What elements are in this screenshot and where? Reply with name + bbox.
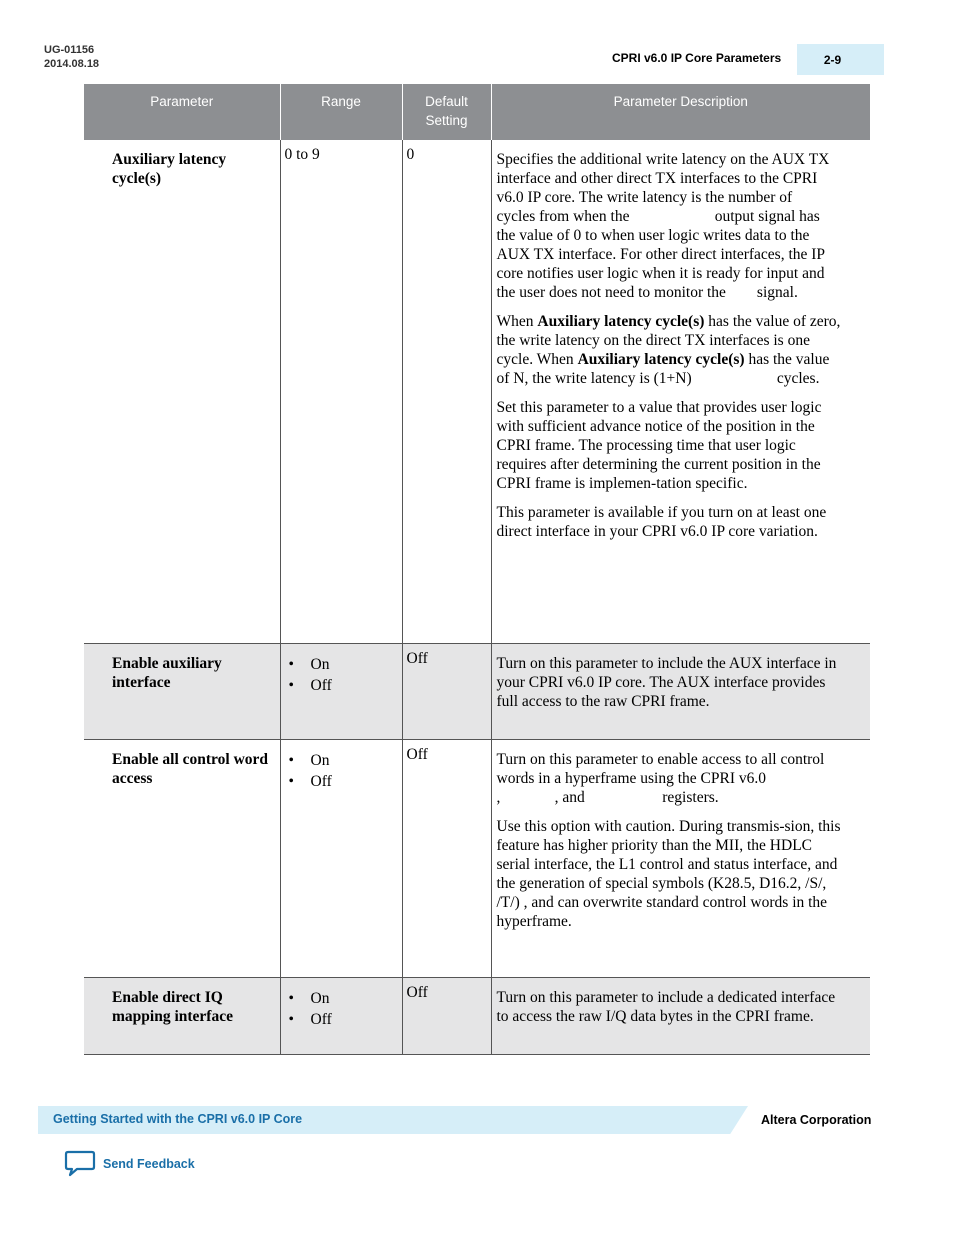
parameter-table xyxy=(84,84,892,1055)
column-header-parameter: Parameter xyxy=(84,84,280,140)
param-default: Off xyxy=(402,977,491,1054)
desc-paragraph xyxy=(496,312,892,388)
desc-paragraph: Turn on this parameter to include a dedicated interface to access the raw I/Q data bytes in the CPRI frame. xyxy=(496,988,836,1025)
range-option: • Off xyxy=(285,1009,398,1030)
send-feedback-button[interactable] xyxy=(64,1150,195,1178)
table-row xyxy=(84,977,870,1054)
desc-bold: Auxiliary latency cycle(s) xyxy=(577,351,745,368)
param-description xyxy=(491,977,870,1054)
range-options xyxy=(285,983,398,1030)
param-name: Enable auxiliary interface xyxy=(84,643,280,739)
table-row xyxy=(84,643,870,739)
range-option: • On xyxy=(285,988,398,1009)
desc-paragraph: Use this option with caution. During transmis-sion, this feature has higher priority than the MII, the HDLC serial interface, the L1 control and status interface, and the generation of special symbols (K28.5, D16.2, /S/, /T/) , and can overwrite standard control words in the hyperframe. xyxy=(496,817,841,930)
param-range: 0 to 9 xyxy=(280,140,402,643)
desc-paragraph: Turn on this parameter to include the AUX interface in your CPRI v6.0 IP core. The AUX interface provides full access to the raw CPRI frame. xyxy=(496,654,837,710)
speech-bubble-icon xyxy=(64,1150,96,1178)
param-name: Enable all control word access xyxy=(84,739,280,977)
desc-text: When xyxy=(496,313,538,330)
range-option: • Off xyxy=(285,675,398,696)
column-header-default: Default Setting xyxy=(402,84,491,140)
send-feedback-label: Send Feedback xyxy=(103,1157,195,1171)
desc-bold: Auxiliary latency cycle(s) xyxy=(537,313,705,330)
doc-number: UG-01156 xyxy=(44,44,95,56)
document-id xyxy=(44,43,99,71)
param-default: 0 xyxy=(402,140,491,643)
param-range xyxy=(280,977,402,1054)
page-number-tab xyxy=(797,44,884,75)
column-header-range: Range xyxy=(280,84,402,140)
desc-paragraph: Set this parameter to a value that provides user logic with sufficient advance notice of the position in the CPRI frame. The processing time that user logic requires after determining the current position in the CPRI frame is implemen-tation specific. xyxy=(496,399,822,492)
footer-corporation: Altera Corporation xyxy=(761,1113,872,1127)
desc-paragraph: Specifies the additional write latency on the AUX TX interface and other direct TX interfaces to the CPRI v6.0 IP core. The write latency is the number of cycles from when the output signal has the value of 0 to when user logic writes data to the AUX TX interface. For other direct interfaces, the IP core notifies user logic when it is ready for input and the user does not need to monitor the signal. xyxy=(496,151,874,301)
table-row xyxy=(84,140,870,643)
param-description xyxy=(491,643,870,739)
desc-text: has the value of N, the write latency is (1+N) cycles. xyxy=(496,351,834,387)
param-range xyxy=(280,643,402,739)
desc-text: has the value of zero, the write latency on the direct TX interfaces is one cycle. When xyxy=(496,313,892,368)
param-name: Enable direct IQ mapping interface xyxy=(84,977,280,1054)
range-options xyxy=(285,745,398,792)
param-description xyxy=(491,140,892,643)
table-header-row xyxy=(84,84,870,140)
range-options xyxy=(285,649,398,696)
range-option: • Off xyxy=(285,771,398,792)
page-number: 2-9 xyxy=(823,52,842,67)
section-title: CPRI v6.0 IP Core Parameters xyxy=(612,51,782,65)
param-default: Off xyxy=(402,739,491,977)
param-range xyxy=(280,739,402,977)
param-name: Auxiliary latency cycle(s) xyxy=(84,140,280,643)
desc-paragraph: This parameter is available if you turn on at least one direct interface in your CPRI v6.0 IP core variation. xyxy=(496,504,827,540)
desc-paragraph: Turn on this parameter to enable access to all control words in a hyperframe using the CPRI v6.0 , , and registers. xyxy=(496,750,844,806)
range-option: • On xyxy=(285,654,398,675)
param-default: Off xyxy=(402,643,491,739)
doc-date: 2014.08.18 xyxy=(44,58,100,70)
param-description xyxy=(491,739,870,977)
column-header-description: Parameter Description xyxy=(491,84,870,140)
table-row xyxy=(84,739,870,977)
range-option: • On xyxy=(285,750,398,771)
getting-started-link[interactable]: Getting Started with the CPRI v6.0 IP Core xyxy=(53,1112,303,1126)
